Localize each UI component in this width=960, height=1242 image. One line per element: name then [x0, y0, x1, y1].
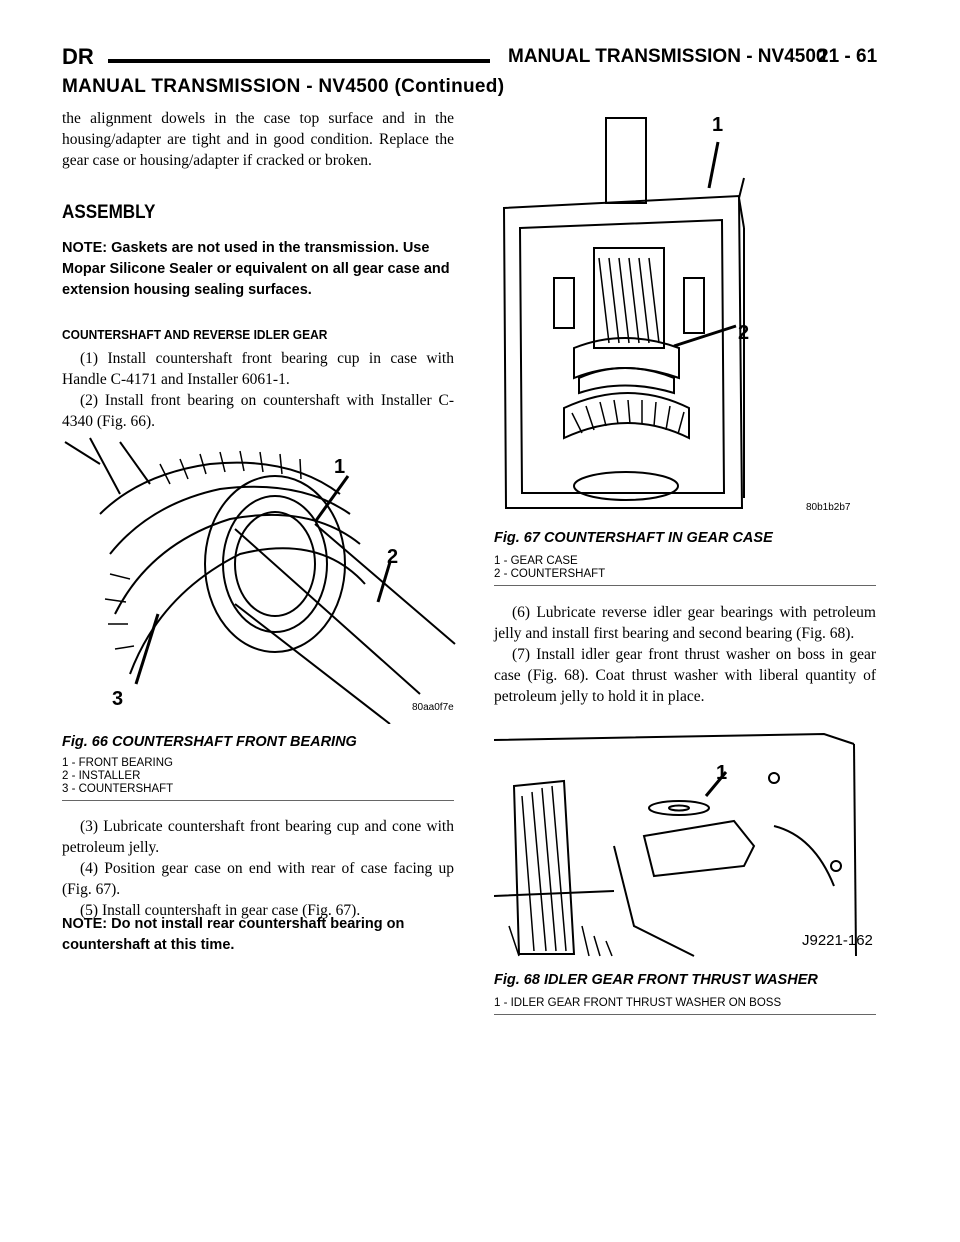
fig66-legend: [62, 757, 173, 796]
header-left: DR: [62, 44, 94, 69]
note-rear-bearing: NOTE: Do not install rear countershaft bearing on countershaft at this time.: [62, 916, 405, 953]
fig67-id: 80b1b2b7: [806, 502, 851, 513]
fig66-callout-1: 1: [334, 456, 346, 478]
step-5: (5) Install countershaft in gear case (Fig. 67).: [80, 902, 361, 919]
fig67-callout-1: 1: [712, 114, 724, 136]
step-1: (1) Install countershaft front bearing cup in case with Handle C-4171 and Installer 6061-1.: [62, 350, 454, 388]
fig67-rule: [494, 585, 876, 586]
step-2: (2) Install front bearing on countershaft with Installer C-4340 (Fig. 66).: [62, 392, 454, 430]
page-number: 21 - 61: [818, 46, 878, 67]
header-right: MANUAL TRANSMISSION - NV4500: [508, 46, 827, 67]
steps-3-5: [62, 816, 454, 921]
header-rule: [108, 59, 490, 63]
fig66-legend-2: 2 - INSTALLER: [62, 770, 141, 782]
step-7: (7) Install idler gear front thrust washer on boss in gear case (Fig. 68). Coat thrust washer with liberal quantity of petroleum jelly to hold it in place.: [494, 646, 876, 705]
fig68-legend-1: 1 - IDLER GEAR FRONT THRUST WASHER ON BOSS: [494, 997, 782, 1009]
fig67-legend-1: 1 - GEAR CASE: [494, 555, 578, 567]
fig67-callout-2: 2: [738, 322, 750, 344]
section-title: ASSEMBLY: [62, 202, 156, 223]
fig67-title: Fig. 67 COUNTERSHAFT IN GEAR CASE: [494, 530, 773, 546]
step-3: (3) Lubricate countershaft front bearing cup and cone with petroleum jelly.: [62, 818, 454, 856]
fig66-legend-1: 1 - FRONT BEARING: [62, 757, 173, 769]
fig68-rule: [494, 1014, 876, 1015]
fig68-callout-1: 1: [716, 762, 728, 784]
fig66-id: 80aa0f7e: [412, 702, 454, 713]
note-gaskets: NOTE: Gaskets are not used in the transmission. Use Mopar Silicone Sealer or equivalent on all gear case and extension housing sealing surfaces.: [62, 240, 450, 298]
steps-6-7: [494, 602, 876, 707]
fig67-legend: [494, 555, 605, 581]
left-column-top: [62, 108, 454, 171]
fig68-legend: [494, 997, 781, 1010]
intro-paragraph: the alignment dowels in the case top surface and in the housing/adapter are tight and in good condition. Replace the gear case or housing/adapter if cracked or broken.: [62, 110, 454, 169]
fig66-illustration: [60, 434, 456, 724]
fig66-legend-3: 3 - COUNTERSHAFT: [62, 783, 174, 795]
subheading: COUNTERSHAFT AND REVERSE IDLER GEAR: [62, 327, 328, 342]
fig66-rule: [62, 800, 454, 801]
steps-1-2: [62, 348, 454, 432]
fig68-illustration: [494, 726, 876, 958]
fig67-legend-2: 2 - COUNTERSHAFT: [494, 568, 606, 580]
fig68-id: J9221-162: [802, 932, 873, 949]
fig67-illustration: [494, 108, 874, 520]
step-4: (4) Position gear case on end with rear of case facing up (Fig. 67).: [62, 860, 454, 898]
step-6: (6) Lubricate reverse idler gear bearings with petroleum jelly and install first bearing and second bearing (Fig. 68).: [494, 604, 876, 642]
fig66-title: Fig. 66 COUNTERSHAFT FRONT BEARING: [62, 734, 357, 750]
fig66-callout-2: 2: [387, 546, 399, 568]
fig66-callout-3: 3: [112, 688, 124, 710]
continued-title: MANUAL TRANSMISSION - NV4500 (Continued): [62, 76, 505, 97]
fig68-title: Fig. 68 IDLER GEAR FRONT THRUST WASHER: [494, 972, 818, 988]
